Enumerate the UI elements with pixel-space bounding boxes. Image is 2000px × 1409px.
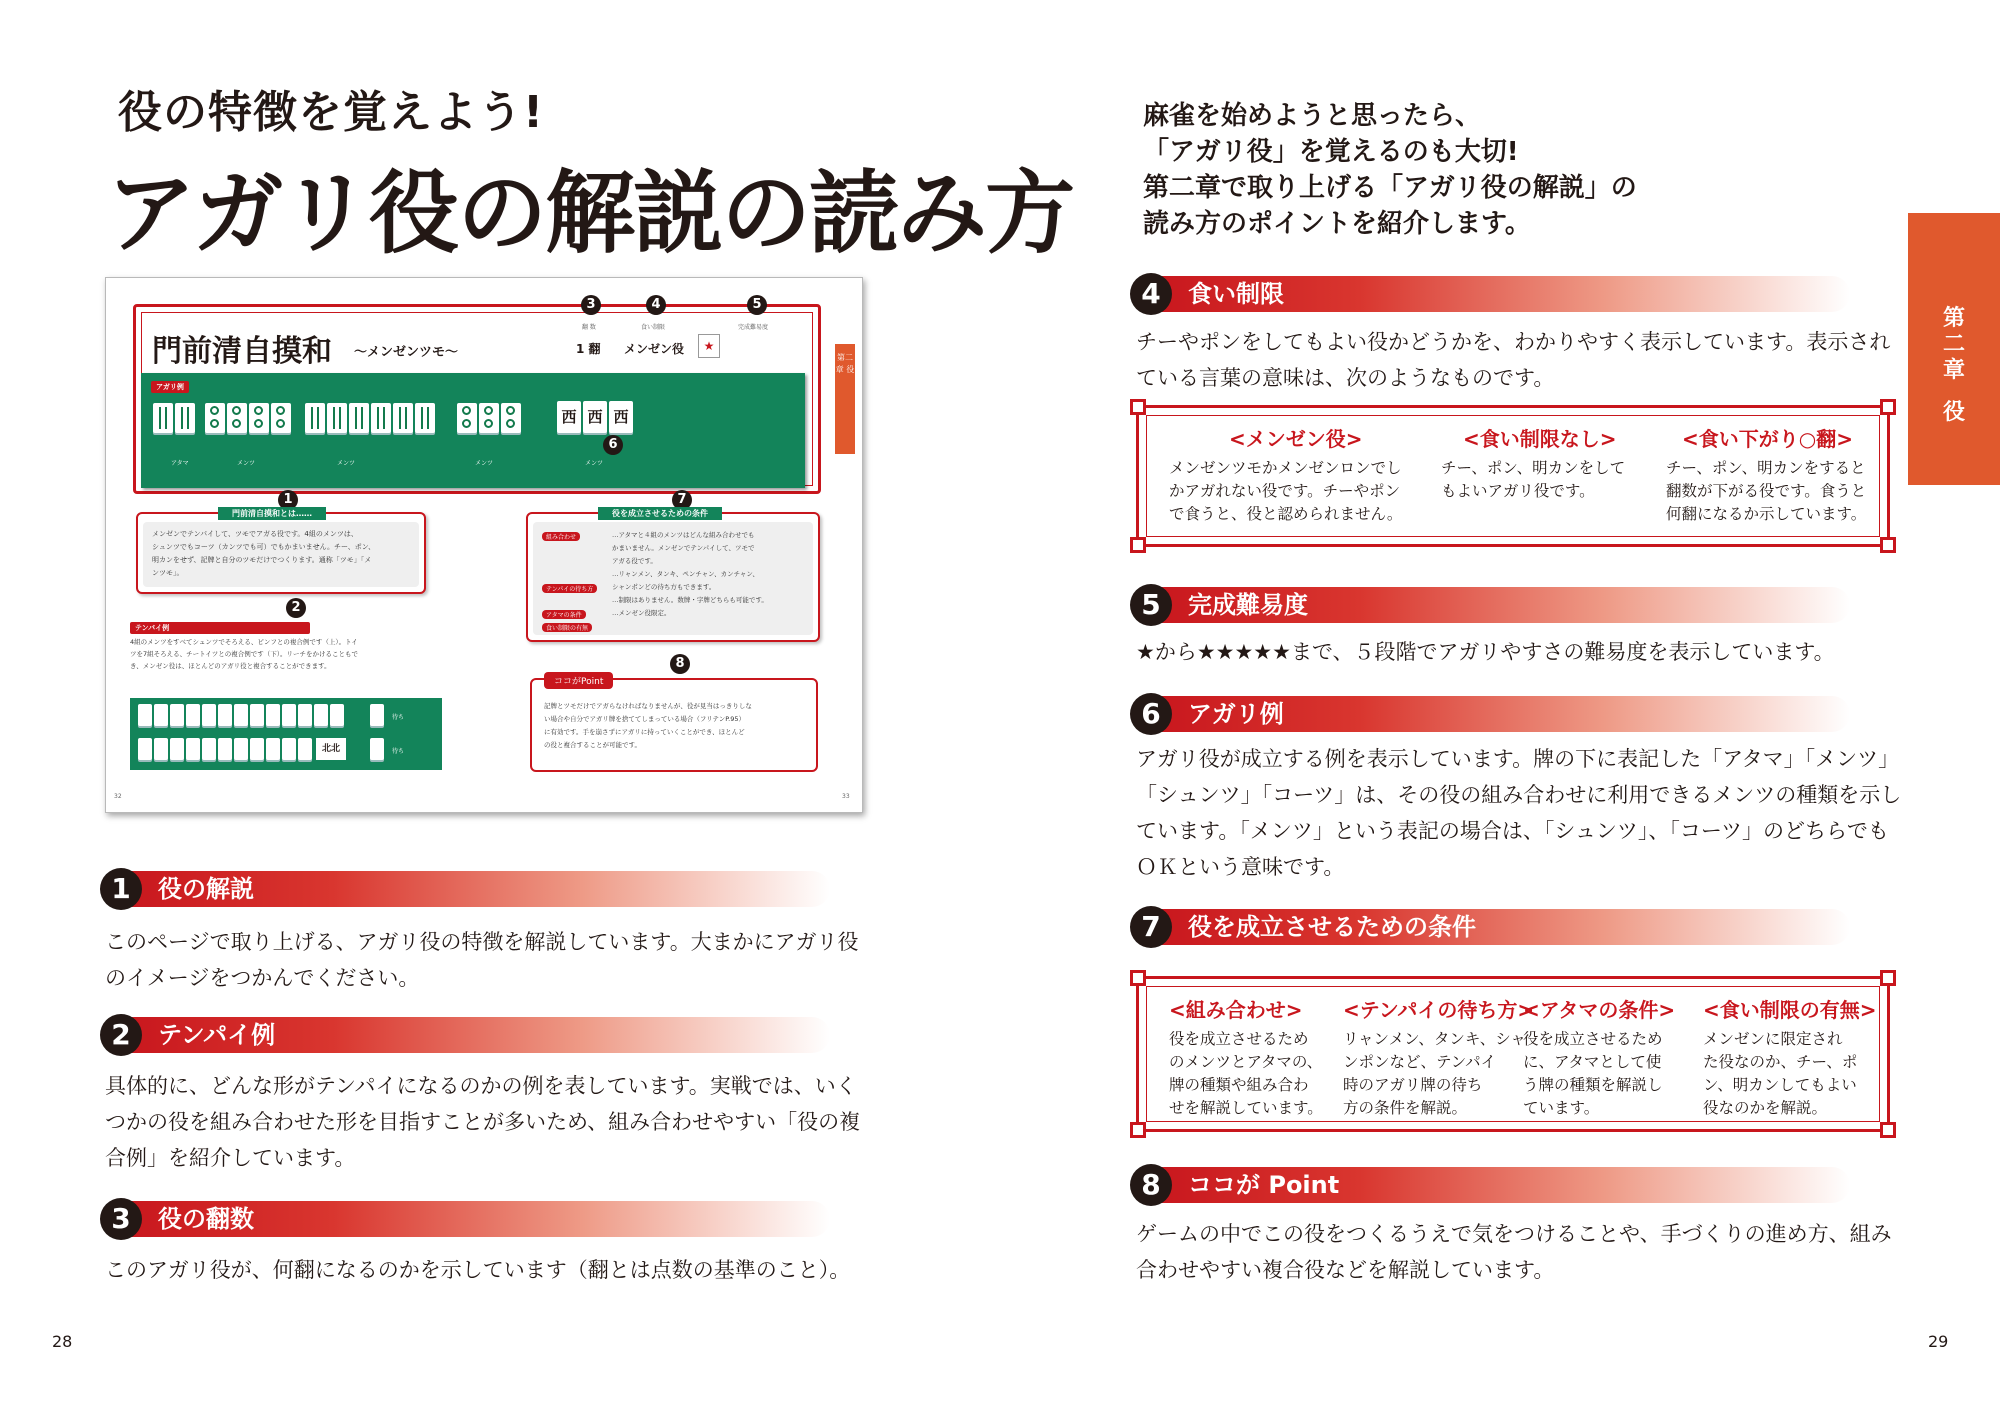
west-wind-tile: 西 xyxy=(609,401,633,433)
sample-page-preview xyxy=(105,277,863,813)
tile xyxy=(170,738,184,760)
page-subtitle: 役の特徴を覚えよう! xyxy=(118,87,545,138)
tile xyxy=(138,738,152,760)
preview-agari-tag: アガリ例 xyxy=(151,381,189,393)
tile xyxy=(298,704,312,726)
kui-col-nashi: <食い制限なし> チー、ポン、明カンをして もよいアガリ役です。 xyxy=(1441,427,1626,500)
tile xyxy=(349,403,369,433)
preview-tenpai-tag: テンパイ例 xyxy=(130,622,310,634)
section-body-1: このページで取り上げる、アガリ役の特徴を解説しています。大まかにアガリ役 のイメージをつかんでください。 xyxy=(105,930,859,990)
tile xyxy=(234,738,248,760)
tile-label: メンツ xyxy=(337,460,356,467)
tile xyxy=(298,738,312,760)
tile xyxy=(282,738,296,760)
north-wind-tiles: 北北 xyxy=(316,738,346,760)
preview-point-box xyxy=(530,678,818,772)
preview-marker-7: 7 xyxy=(672,490,692,510)
preview-yaku-reading: ～メンゼンツモ～ xyxy=(354,345,459,360)
preview-point-text: 記牌とツモだけでアガらなければなりませんが、役が見当はっきりしな い場合や自分でアガリ牌を捨ててしまっている場合（フリテンP.95） に有効です。手を崩さずにアガリに持っていくことができ、ほとんど の役と複合することが可能です。 xyxy=(544,702,752,749)
section-body-8: ゲームの中でこの役をつくるうえで気をつけることや、手づくりの進め方、組み 合わせやすい複合役などを解説しています。 xyxy=(1136,1222,1892,1282)
preview-marker-2: 2 xyxy=(286,598,306,618)
intro-text: 麻雀を始めようと思ったら、 「アガリ役」を覚えるのも大切! 第二章で取り上げる「アガリ役の解説」の 読み方のポイントを紹介します。 xyxy=(1143,101,1637,239)
section-heading-4: 4 食い制限 xyxy=(1130,273,1850,315)
tile xyxy=(249,403,269,433)
preview-page-number-left: 32 xyxy=(114,793,122,800)
tile xyxy=(154,738,168,760)
preview-conditions-box xyxy=(526,509,820,642)
tile-label: メンツ xyxy=(585,460,604,467)
section-heading-1: 1 役の解説 xyxy=(100,868,830,910)
preview-explanation-head: 門前清自摸和とは…… xyxy=(218,507,326,520)
preview-conditions-text: …アタマと４組のメンツはどんな組み合わせでも かまいません。メンゼンでテンパイして、ツモで アガる役です。 …リャンメン、タンキ、ペンチャン、カンチャン、 シャンポンどの待ち方もできます。 …制限はありません。数牌・字牌どちらも可能です。 …メンゼン役限定。 xyxy=(612,531,768,617)
section-body-2: 具体的に、どんな形がテンパイになるのかの例を表しています。実戦では、いく つかの役を組み合わせた形を目指すことが多いため、組み合わせやすい「役の複 合例」を紹介しています。 xyxy=(105,1074,861,1170)
tile xyxy=(234,704,248,726)
preview-marker-1: 1 xyxy=(278,490,298,510)
kui-seigen-box xyxy=(1136,405,1890,547)
tile xyxy=(330,704,344,726)
section-body-3: このアガリ役が、何翻になるのかを示しています（翻とは点数の基準のこと）。 xyxy=(105,1258,851,1282)
section-body-5: ★から★★★★★まで、５段階でアガリやすさの難易度を表示しています。 xyxy=(1136,640,1835,664)
page-number-right: 29 xyxy=(1928,1332,1949,1351)
preview-chapter-tab: 第二章 役 xyxy=(835,344,855,454)
tile xyxy=(202,704,216,726)
conditions-box xyxy=(1136,976,1890,1132)
tile xyxy=(218,738,232,760)
preview-marker-3: 3 xyxy=(581,295,601,315)
tile xyxy=(479,403,499,433)
tile xyxy=(186,704,200,726)
machi-label: 待ち xyxy=(392,748,405,755)
tile xyxy=(393,403,413,433)
preview-tenpai-tiles xyxy=(130,698,442,770)
tile xyxy=(266,704,280,726)
preview-page-number-right: 33 xyxy=(842,793,850,800)
tile xyxy=(266,738,280,760)
preview-label-kui: 食い制限 xyxy=(641,324,666,331)
tile xyxy=(371,403,391,433)
tile xyxy=(415,403,435,433)
tile-label: メンツ xyxy=(237,460,256,467)
preview-explanation-text: メンゼンでテンパイして、ツモでアガる役です。4組のメンツは、 シュンツでもコーツ（カンツでも可）でもかまいません。チー、ポン、 明カンをせず、記牌と自分のツモだけでつくります。通称「ツモ」「メ ンツモ」。 xyxy=(152,530,376,577)
tile xyxy=(271,403,291,433)
kui-col-sagari: <食い下がり○翻> チー、ポン、明カンをすると 翻数が下がる役です。食うと 何翻になるか示しています。 xyxy=(1666,427,1867,523)
tile xyxy=(218,704,232,726)
tile xyxy=(153,403,173,433)
preview-point-tag: ココがPoint xyxy=(544,672,613,689)
tile xyxy=(501,403,521,433)
kui-col-menzen: <メンゼン役> メンゼンツモかメンゼンロンでし かアガれない役です。チーやポン で食うと、役と認められません。 xyxy=(1169,427,1403,523)
section-heading-7: 7 役を成立させるための条件 xyxy=(1130,906,1850,948)
cond-col-atama: <アタマの条件> 役を成立させるため に、アタマとして使 う牌の種類を解説し ています。 xyxy=(1523,998,1676,1117)
preview-agari-example xyxy=(141,373,805,488)
preview-marker-5: 5 xyxy=(747,295,767,315)
cond-col-kumiawase: <組み合わせ> 役を成立させるため のメンツとアタマの、 牌の種類や組み合わ せを解説しています。 xyxy=(1169,998,1323,1117)
preview-marker-8: 8 xyxy=(670,654,690,674)
preview-label-difficulty: 完成難易度 xyxy=(738,324,769,331)
section-heading-8: 8 ココが Point xyxy=(1130,1164,1850,1206)
tile xyxy=(457,403,477,433)
preview-conditions-head: 役を成立させるための条件 xyxy=(598,507,722,520)
chapter-tab: 第 二 章 役 xyxy=(1908,213,2000,485)
section-heading-6: 6 アガリ例 xyxy=(1130,693,1850,735)
cond-tag: 食い制限の有無 xyxy=(542,623,592,632)
cond-tag: アタマの条件 xyxy=(542,610,586,619)
tile xyxy=(138,704,152,726)
tile xyxy=(250,704,264,726)
tile-label: アタマ xyxy=(171,460,189,467)
preview-star-icon: ★ xyxy=(698,334,720,358)
section-body-6: アガリ役が成立する例を表示しています。牌の下に表記した「アタマ」「メンツ」 「シュンツ」「コーツ」は、その役の組み合わせに利用できるメンツの種類を示し ています。「メンツ」という表記の場合は、「シュンツ」、「コーツ」のどちらでも ＯＫという意味です。 xyxy=(1136,747,1902,879)
preview-kui-value: メンゼン役 xyxy=(624,342,685,356)
tile xyxy=(250,738,264,760)
tile xyxy=(175,403,195,433)
cond-col-kuiseigen: <食い制限の有無> メンゼンに限定され た役なのか、チー、ポ ン、明カンしてもよい 役なのかを解説。 xyxy=(1703,998,1877,1117)
tile xyxy=(327,403,347,433)
preview-explanation-box xyxy=(136,509,426,594)
section-body-4: チーやポンをしてもよい役かどうかを、わかりやすく表示しています。表示され ている言葉の意味は、次のようなものです。 xyxy=(1136,330,1891,390)
machi-label: 待ち xyxy=(392,714,405,721)
tile xyxy=(202,738,216,760)
preview-tenpai-text: 4組のメンツをすべてシュンツでそろえる、ピンフとの複合例です（上）。トイ ツを7組そろえる、チートイツとの複合例です（下）。リーチをかけることもで き、メンゼン役は、ほとんどのアガリ役と複合することができます。 xyxy=(130,638,359,670)
cond-col-machikata: <テンパイの待ち方> リャンメン、タンキ、シャ ンポンなど、テンパイ 時のアガリ牌の待ち 方の条件を解説。 xyxy=(1343,998,1535,1117)
preview-han-value: 1 翻 xyxy=(576,342,601,356)
tile xyxy=(305,403,325,433)
tile xyxy=(227,403,247,433)
page-number-left: 28 xyxy=(52,1332,73,1351)
tile xyxy=(370,704,384,726)
page-title: アガリ役の解説の読み方 xyxy=(106,161,1074,266)
cond-tag: テンパイの待ち方 xyxy=(542,584,597,593)
section-heading-3: 3 役の翻数 xyxy=(100,1198,830,1240)
tile xyxy=(170,704,184,726)
cond-tag: 組み合わせ xyxy=(542,532,580,541)
tile-label: メンツ xyxy=(475,460,494,467)
west-wind-tile: 西 xyxy=(583,401,607,433)
tile xyxy=(370,738,384,760)
tile xyxy=(205,403,225,433)
tile xyxy=(186,738,200,760)
preview-marker-4: 4 xyxy=(646,295,666,315)
section-heading-5: 5 完成難易度 xyxy=(1130,584,1850,626)
preview-label-han: 翻 数 xyxy=(582,324,596,331)
preview-marker-6: 6 xyxy=(603,435,623,455)
tile xyxy=(282,704,296,726)
preview-yaku-name: 門前清自摸和 xyxy=(152,334,332,369)
tile xyxy=(314,704,328,726)
west-wind-tile: 西 xyxy=(557,401,581,433)
tile xyxy=(154,704,168,726)
section-heading-2: 2 テンパイ例 xyxy=(100,1014,830,1056)
